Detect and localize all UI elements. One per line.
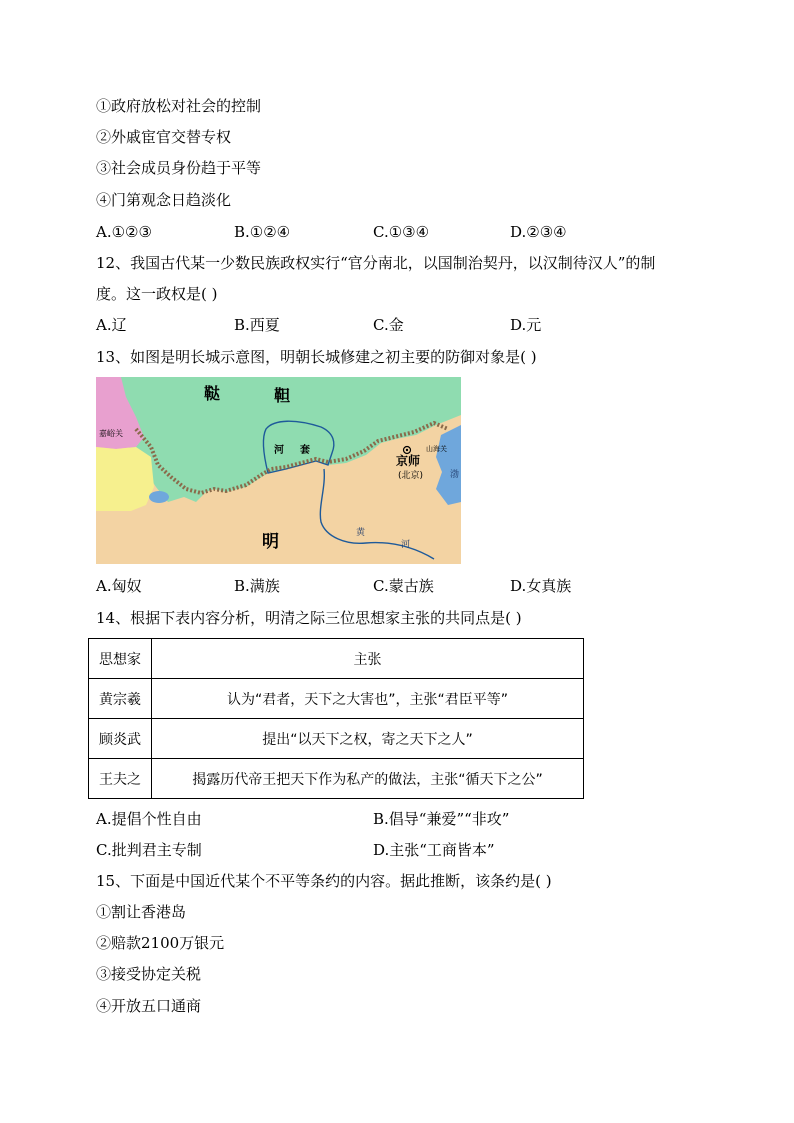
map-label-river-2: 河 xyxy=(401,540,411,550)
q13-option-a[interactable]: A.匈奴 xyxy=(96,577,142,595)
q12-option-a[interactable]: A.辽 xyxy=(96,316,127,334)
table-header-row xyxy=(89,639,584,679)
q15-stem: 15、下面是中国近代某个不平等条约的内容。据此推断，该条约是( ) xyxy=(96,872,552,890)
q11-option-c[interactable]: C.①③④ xyxy=(373,223,430,241)
q11-item-4: ④门第观念日趋淡化 xyxy=(96,191,232,209)
q14-stem: 14、根据下表内容分析，明清之际三位思想家主张的共同点是( ) xyxy=(96,609,522,627)
yellow-region xyxy=(96,447,154,511)
table-cell-proposition: 提出“以天下之权，寄之天下之人” xyxy=(152,719,584,759)
table-row xyxy=(89,719,584,759)
q12-option-c[interactable]: C.金 xyxy=(373,316,404,334)
q15-item-1: ①割让香港岛 xyxy=(96,903,187,921)
q13-option-d[interactable]: D.女真族 xyxy=(510,577,572,595)
lake xyxy=(149,491,169,503)
q12-stem-line-1: 12、我国古代某一少数民族政权实行“官分南北，以国制治契丹，以汉制待汉人”的制 xyxy=(96,254,656,272)
table-header-thinker: 思想家 xyxy=(89,639,152,679)
q11-option-b[interactable]: B.①②④ xyxy=(234,223,291,241)
q15-item-2: ②赔款2100万银元 xyxy=(96,934,225,952)
map-label-tatar-2: 靼 xyxy=(274,386,291,405)
map-label-beijing: (北京) xyxy=(398,471,424,481)
q13-stem: 13、如图是明长城示意图，明朝长城修建之初主要的防御对象是( ) xyxy=(96,348,537,366)
table-header-proposition: 主张 xyxy=(152,639,584,679)
q12-option-d[interactable]: D.元 xyxy=(510,316,542,334)
q14-option-a[interactable]: A.提倡个性自由 xyxy=(96,810,202,828)
table-cell-thinker: 黄宗羲 xyxy=(89,679,152,719)
map-label-hetao-2: 套 xyxy=(300,445,310,456)
q15-item-3: ③接受协定关税 xyxy=(96,965,202,983)
capital-marker-dot xyxy=(406,449,408,451)
table-cell-proposition: 揭露历代帝王把天下作为私产的做法，主张“循天下之公” xyxy=(152,759,584,799)
table-cell-thinker: 顾炎武 xyxy=(89,719,152,759)
map-label-sea: 渤 xyxy=(450,470,460,480)
q12-option-b[interactable]: B.西夏 xyxy=(234,316,280,334)
q14-option-c[interactable]: C.批判君主专制 xyxy=(96,841,202,859)
q14-option-d[interactable]: D.主张“工商皆本” xyxy=(373,841,495,859)
map-label-tatar-1: 鞑 xyxy=(204,384,221,403)
map-label-hetao-1: 河 xyxy=(274,445,284,456)
map-label-river-1: 黄 xyxy=(356,528,366,538)
thinkers-table xyxy=(88,638,584,799)
q11-item-3: ③社会成员身份趋于平等 xyxy=(96,159,262,177)
q11-item-1: ①政府放松对社会的控制 xyxy=(96,97,262,115)
map-graphic xyxy=(96,377,461,564)
map-label-shanhaiguan: 山海关 xyxy=(426,445,447,453)
q13-option-c[interactable]: C.蒙古族 xyxy=(373,577,434,595)
table-row xyxy=(89,679,584,719)
map-label-ming: 明 xyxy=(262,532,279,552)
ming-great-wall-map xyxy=(96,377,461,564)
map-label-jiayuguan: 嘉峪关 xyxy=(99,429,123,438)
q11-option-d[interactable]: D.②③④ xyxy=(510,223,567,241)
q11-option-a[interactable]: A.①②③ xyxy=(96,223,152,241)
table-cell-thinker: 王夫之 xyxy=(89,759,152,799)
q14-option-b[interactable]: B.倡导“兼爱”“非攻” xyxy=(373,810,510,828)
map-label-capital: 京师 xyxy=(396,454,421,468)
q13-option-b[interactable]: B.满族 xyxy=(234,577,280,595)
q11-item-2: ②外戚宦官交替专权 xyxy=(96,128,232,146)
table-cell-proposition: 认为“君者，天下之大害也”，主张“君臣平等” xyxy=(152,679,584,719)
q12-stem-line-2: 度。这一政权是( ) xyxy=(96,285,218,303)
q15-item-4: ④开放五口通商 xyxy=(96,997,202,1015)
table-row xyxy=(89,759,584,799)
